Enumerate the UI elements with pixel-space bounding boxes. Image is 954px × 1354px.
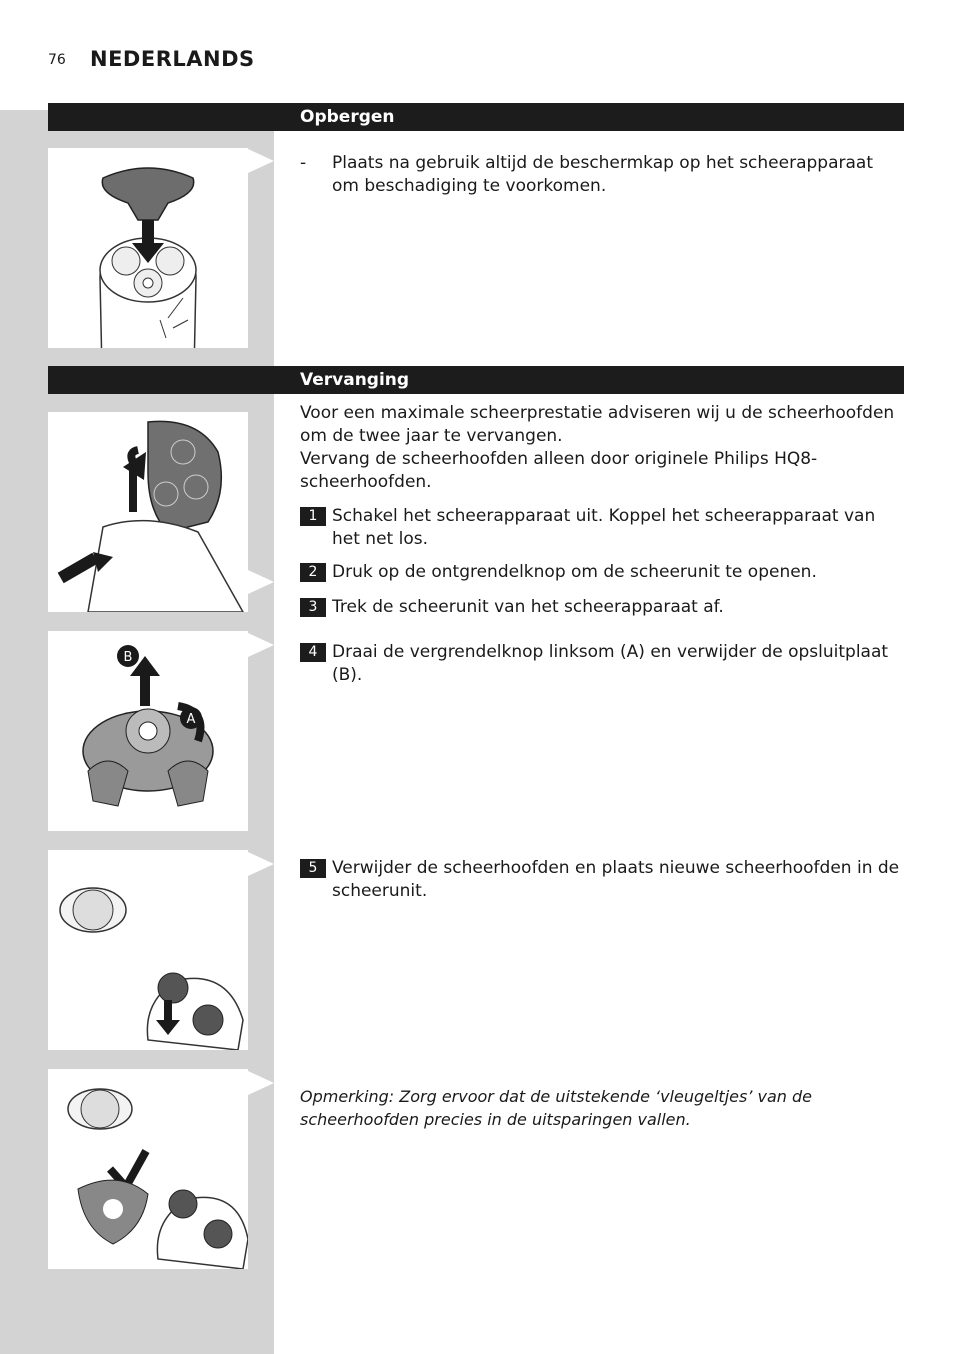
figure-open-shaving-unit bbox=[48, 412, 248, 612]
step-4 bbox=[300, 641, 904, 687]
section-header-storage bbox=[48, 103, 904, 131]
section-title: Opbergen bbox=[300, 107, 395, 127]
shaver-open-illustration bbox=[48, 412, 248, 612]
language-heading: NEDERLANDS bbox=[90, 47, 255, 71]
section-title: Vervanging bbox=[300, 370, 410, 390]
note-text: Opmerking: Zorg ervoor dat de uitstekende ‘vleugeltjes’ van de scheerhoofden precies in de uitsparingen vallen. bbox=[300, 1087, 812, 1129]
step-number: 4 bbox=[300, 643, 326, 662]
intro-paragraph: Voor een maximale scheerprestatie adviseren wij u de scheerhoofden om de twee jaar te vervangen. bbox=[300, 403, 895, 446]
retaining-frame-illustration bbox=[48, 631, 248, 831]
figure-pointer bbox=[248, 1071, 274, 1095]
storage-instruction bbox=[300, 152, 904, 198]
step-number: 1 bbox=[300, 507, 326, 526]
step-text: Verwijder de scheerhoofden en plaats nieuwe scheerhoofden in de scheerunit. bbox=[332, 858, 900, 901]
step-number: 5 bbox=[300, 859, 326, 878]
step-text: Trek de scheerunit van het scheerapparaat af. bbox=[332, 597, 724, 617]
step-1 bbox=[300, 505, 904, 551]
step-text: Schakel het scheerapparaat uit. Koppel het scheerapparaat van het net los. bbox=[332, 506, 876, 549]
replace-heads-illustration bbox=[48, 850, 248, 1050]
wings-position-illustration bbox=[48, 1069, 248, 1269]
step-3 bbox=[300, 596, 904, 619]
page-number: 76 bbox=[48, 52, 66, 68]
storage-bullet-text: Plaats na gebruik altijd de beschermkap op het scheerapparaat om beschadiging te voorkomen. bbox=[332, 153, 873, 196]
label-a: A bbox=[186, 712, 196, 727]
figure-protection-cap bbox=[48, 148, 248, 348]
section-header-replacement bbox=[48, 366, 904, 394]
figure-pointer bbox=[248, 149, 274, 173]
step-text: Draai de vergrendelknop linksom (A) en verwijder de opsluitplaat (B). bbox=[332, 642, 889, 685]
intro-paragraph: Vervang de scheerhoofden alleen door originele Philips HQ8-scheerhoofden. bbox=[300, 449, 818, 492]
replacement-intro bbox=[300, 402, 904, 494]
step-text: Druk op de ontgrendelknop om de scheerunit te openen. bbox=[332, 562, 817, 582]
step-2 bbox=[300, 561, 904, 584]
shaver-cap-illustration bbox=[48, 148, 248, 348]
figure-wings-position bbox=[48, 1069, 248, 1269]
step-5 bbox=[300, 857, 904, 903]
step-number: 3 bbox=[300, 598, 326, 617]
figure-replace-heads bbox=[48, 850, 248, 1050]
figure-pointer bbox=[248, 852, 274, 876]
step-number: 2 bbox=[300, 563, 326, 582]
label-b: B bbox=[123, 650, 133, 665]
bullet-dash: - bbox=[300, 153, 307, 173]
figure-pointer bbox=[248, 633, 274, 657]
figure-pointer bbox=[248, 570, 274, 594]
figure-retaining-frame bbox=[48, 631, 248, 831]
